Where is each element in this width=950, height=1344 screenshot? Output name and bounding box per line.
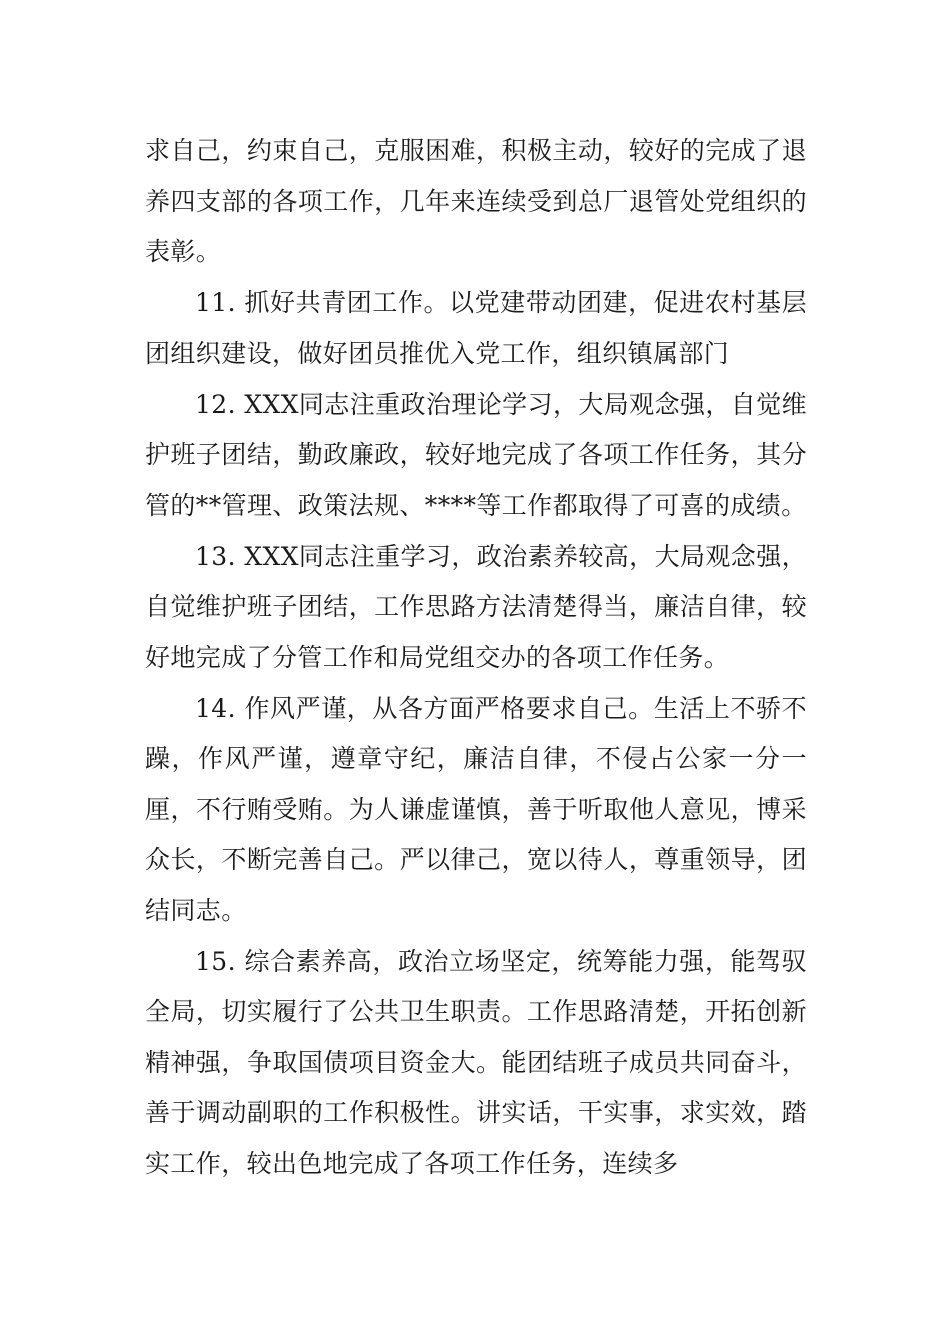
paragraph-item-12: 12. XXX同志注重政治理论学习，大局观念强，自觉维护班子团结，勤政廉政，较好地完成了各项工作任务，其分管的**管理、政策法规、****等工作都取得了可喜的成绩。 — [145, 389, 807, 520]
paragraph-item-11: 11. 抓好共青团工作。以党建带动团建，促进农村基层团组织建设，做好团员推优入党工作，组织镇属部门 — [145, 288, 807, 368]
paragraph-item-15: 15. 综合素养高，政治立场坚定，统筹能力强，能驾驭全局，切实履行了公共卫生职责。工作思路清楚，开拓创新精神强，争取国债项目资金大。能团结班子成员共同奋斗，善于调动副职的工作积极性。讲实话，干实事，求实效，踏实工作，较出色地完成了各项工作任务，连续多 — [145, 946, 807, 1178]
document-body — [145, 126, 807, 1190]
paragraph-item-14: 14. 作风严谨，从各方面严格要求自己。生活上不骄不躁，作风严谨，遵章守纪，廉洁自律，不侵占公家一分一厘，不行贿受贿。为人谦虚谨慎，善于听取他人意见，博采众长，不断完善自己。严以律己，宽以待人，尊重领导，团结同志。 — [145, 693, 807, 925]
paragraph-continuation: 求自己，约束自己，克服困难，积极主动，较好的完成了退养四支部的各项工作，几年来连续受到总厂退管处党组织的表彰。 — [145, 136, 807, 266]
paragraph-item-13: 13. XXX同志注重学习，政治素养较高，大局观念强，自觉维护班子团结，工作思路方法清楚得当，廉洁自律，较好地完成了分管工作和局党组交办的各项工作任务。 — [145, 541, 807, 672]
